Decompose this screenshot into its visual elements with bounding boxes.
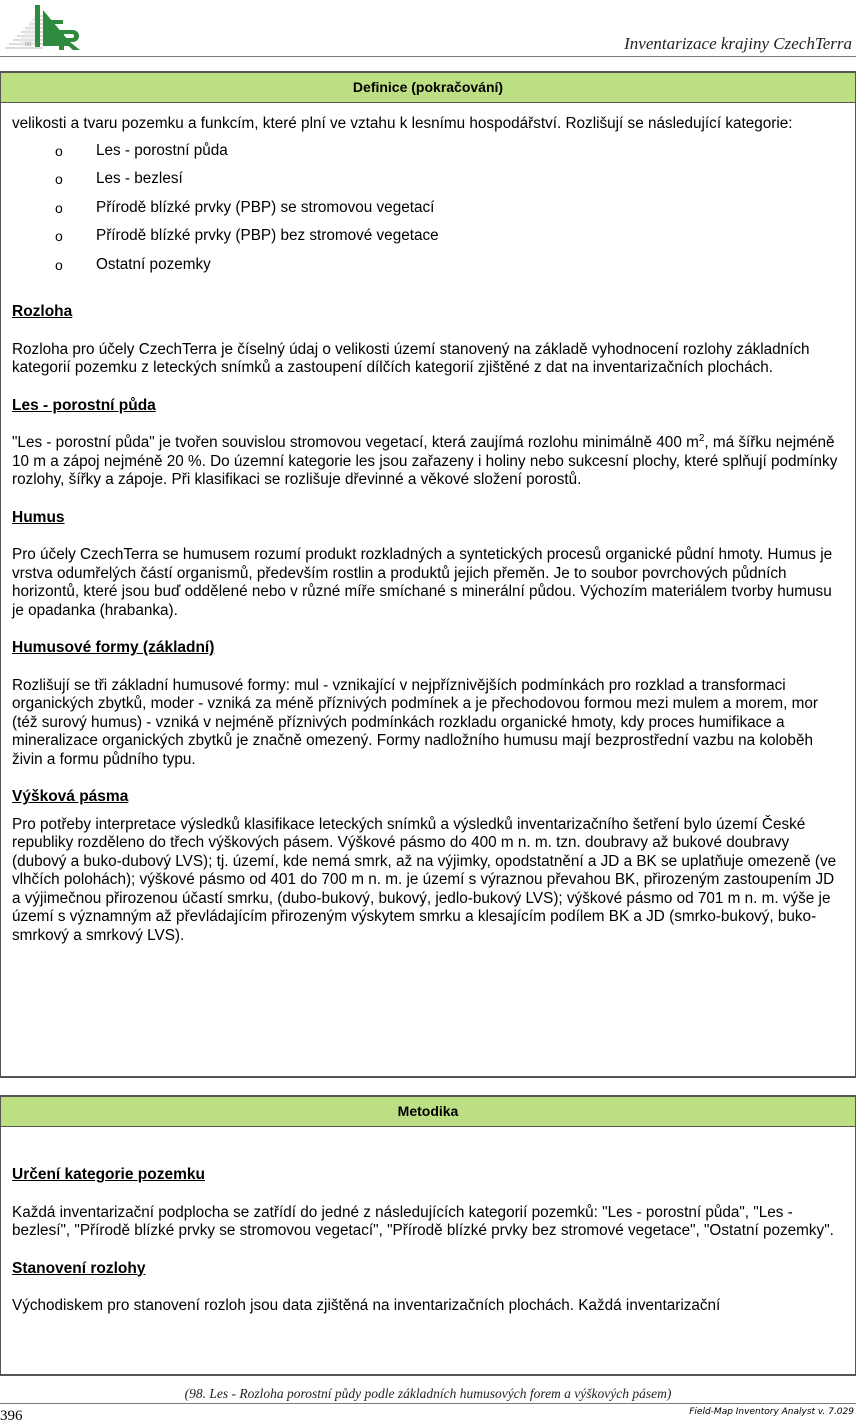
section-text-urceni-kategorie: Každá inventarizační podplocha se zatřídí do jedné z následujících kategorií pozemků: "Les - porostní půda", "Les - bezlesí", "Přírodě blízké prvky se stromovou vegetací", "Přírodě blízké prvky bez stromové vegetace", "Ostatní pozemky".: [12, 1203, 834, 1239]
definice-box: [0, 71, 856, 1078]
definice-body: [1, 115, 855, 945]
section-text-humus: Pro účely CzechTerra se humusem rozumí produkt rozkladných a syntetických procesů organické půdní hmoty. Humus je vrstva odumřelých částí organismů, především rostlin a produktů jejich přeměn. Je to soubor povrchových půdních horizontů, které jsou buď oddělené nebo v různé míře smíchané s minerální půdou. Výchozím materiálem tvorby humusu je opadanka (hrabanka).: [12, 546, 833, 619]
list-item: o Přírodě blízké prvky (PBP) se stromovou vegetací: [12, 194, 844, 223]
section-title-humusove-formy: Humusové formy (základní): [12, 639, 215, 656]
bullet-icon: o: [55, 199, 63, 216]
bullet-icon: o: [55, 228, 63, 244]
section-title-vyskova-pasma: Výšková pásma: [12, 788, 129, 805]
document-title: Inventarizace krajiny CzechTerra: [624, 34, 852, 53]
bullet-icon: o: [55, 256, 63, 273]
definice-intro: velikosti a tvaru pozemku a funkcím, které plní ve vztahu k lesnímu hospodářství. Rozlišují se následující kategorie:: [12, 115, 793, 132]
app-version: Field-Map Inventory Analyst v. 7.029: [689, 1407, 854, 1417]
footer-divider: [0, 1403, 856, 1404]
page-number: 396: [0, 1408, 23, 1424]
section-text-rozloha: Rozloha pro účely CzechTerra je číselný údaj o velikosti území stanovený na základě vyhodnocení rozlohy základních kategorií pozemku z leteckých snímků a zastoupení dílčích kategorií zjištěné z dat na inventarizačních plochách.: [12, 340, 810, 376]
page-header: [0, 0, 856, 57]
metodika-body: [1, 1166, 855, 1316]
figure-caption: (98. Les - Rozloha porostní půdy podle základních humusových forem a výškových pásem): [184, 1386, 672, 1401]
section-title-urceni-kategorie: Určení kategorie pozemku: [12, 1166, 205, 1183]
section-text-les-porostni-puda: "Les - porostní půda" je tvořen souvislou stromovou vegetací, která zaujímá rozlohu minimálně 400 $m^2$, má šířku nejméně 10 m a zápoj nejméně 20 %. Do územní kategorie les jsou zařazeny i holiny nebo sukcesní plochy, které splňují podmínky rozlohy, šířky a zápoje. Při klasifikaci se rozlišuje dřevinné a věkové složení porostů.: [12, 432, 838, 488]
definice-heading: Definice (pokračování): [1, 73, 855, 103]
section-title-les-porostni-puda: Les - porostní půda: [12, 396, 156, 414]
section-title-rozloha: Rozloha: [12, 303, 73, 320]
ifer-logo-icon: [3, 2, 95, 52]
bullet-icon: o: [55, 171, 63, 187]
category-list: [12, 137, 844, 280]
list-item: o Les - porostní půda: [12, 137, 844, 166]
metodika-heading: Metodika: [1, 1097, 855, 1127]
section-title-stanoveni-rozlohy: Stanovení rozlohy: [12, 1259, 146, 1277]
list-item: o Ostatní pozemky: [12, 251, 844, 280]
metodika-box: [0, 1095, 856, 1376]
section-text-humusove-formy: Rozlišují se tři základní humusové formy: mul - vznikající v nejpříznivějších podmínkách pro rozklad a transformaci organických zbytků, moder - vzniká za méně příznivých podmínek a je přechodovou formou mezi mulem a morem, mor (též surový humus) - vzniká v nejméně příznivých podmínkách rozkladu organické hmoty, kdy proces humifikace a mineralizace organických zbytků je značně omezený. Formy nadložního humusu mají bezprostřední vazbu na koloběh živin a formu půdního typu.: [12, 676, 818, 768]
list-item: o Les - bezlesí: [12, 165, 844, 194]
section-title-humus: Humus: [12, 508, 65, 526]
logo-ltd-text: ltd: [25, 42, 32, 48]
section-text-vyskova-pasma: Pro potřeby interpretace výsledků klasifikace leteckých snímků a výsledků inventarizačního šetření bylo území České republiky rozděleno do třech výškových pásem. Výškové pásmo do 400 m n. m. tzn. doubravy až bukové doubravy (dubový a buko-dubový LVS); tj. území, kde nemá smrk, až na výjimky, opodstatnění a JD a BK se uplatňuje omezeně (ve vlhčích polohách); výškové pásmo od 401 do 700 m n. m. je území s výraznou převahou BK, přirozeným zastoupením JD a výjimečnou přirozenou účastí smrku, (dubo-bukový, bukový, jedlo-bukový LVS); výškové pásmo od 701 m n. m. výše je území s významným až převládajícím přirozeným výskytem smrku a klesajícím podílem BK a JD (smrko-bukový, buko-smrkový a smrkový LVS).: [12, 815, 837, 944]
list-item: o Přírodě blízké prvky (PBP) bez stromové vegetace: [12, 222, 844, 251]
bullet-icon: o: [55, 142, 63, 159]
section-text-stanoveni-rozlohy: Východiskem pro stanovení rozloh jsou data zjištěná na inventarizačních plochách. Každá inventarizační: [12, 1297, 721, 1314]
